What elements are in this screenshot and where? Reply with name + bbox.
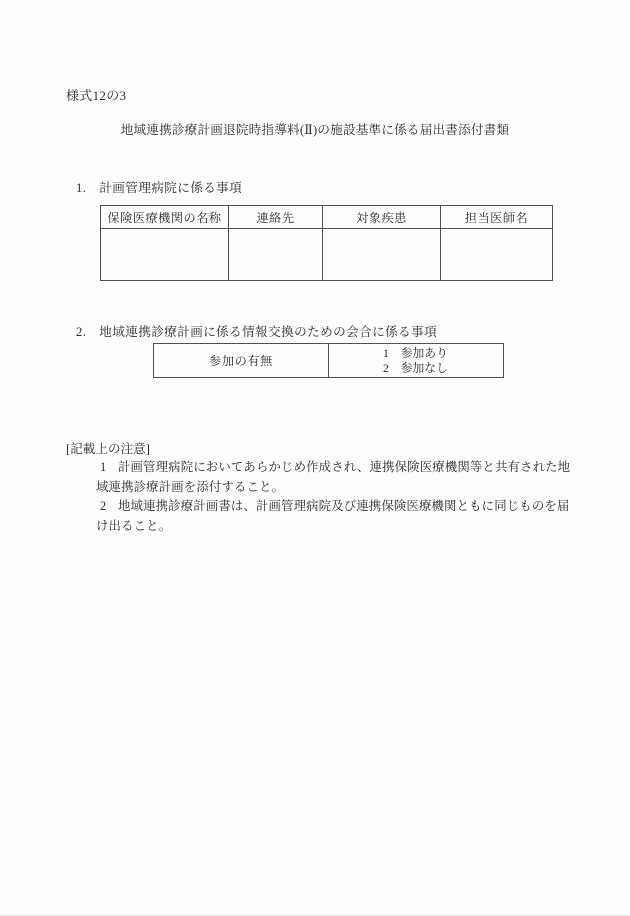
participation-options-cell (329, 344, 504, 378)
note-item-2-line-1 (100, 496, 569, 514)
institution-name-cell (101, 229, 229, 281)
document-title: 地域連携診療計画退院時指導料(Ⅱ)の施設基準に係る届出書添付書類 (120, 123, 510, 137)
note-item-2-text: 地域連携診療計画書は、計画管理病院及び連携保険医療機関ともに同じものを届 (118, 499, 570, 513)
table-header-row (101, 206, 553, 229)
meeting-participation-table (153, 343, 504, 378)
note-item-2-number: 2 (100, 499, 107, 513)
notes-heading: [記載上の注意] (66, 442, 150, 456)
contact-cell (229, 229, 323, 281)
table-row (101, 229, 553, 281)
form-number: 様式12の3 (66, 88, 127, 103)
note-item-1-line-2: 域連携診療計画を添付すること。 (96, 480, 285, 494)
column-header-contact: 連絡先 (229, 206, 323, 229)
column-header-target-disease: 対象疾患 (323, 206, 441, 229)
participation-label-cell: 参加の有無 (154, 344, 329, 378)
column-header-doctor-name: 担当医師名 (441, 206, 553, 229)
target-disease-cell (323, 229, 441, 281)
note-item-1-line-1 (100, 457, 570, 475)
note-item-1-number: 1 (100, 460, 107, 474)
table-row (154, 344, 504, 378)
participation-option-no: 2 参加なし (383, 360, 448, 375)
participation-option-yes: 1 参加あり (383, 345, 448, 360)
section2-heading: 2. 地域連携診療計画に係る情報交換のための会合に係る事項 (76, 325, 438, 339)
column-header-institution-name: 保険医療機関の名称 (101, 206, 229, 229)
section1-heading: 1. 計画管理病院に係る事項 (76, 181, 243, 195)
doctor-name-cell (441, 229, 553, 281)
plan-hospital-table (100, 205, 553, 281)
note-item-1-text: 計画管理病院においてあらかじめ作成され、連携保険医療機関等と共有された地 (118, 460, 571, 474)
note-item-2-line-2: け出ること。 (96, 519, 172, 533)
